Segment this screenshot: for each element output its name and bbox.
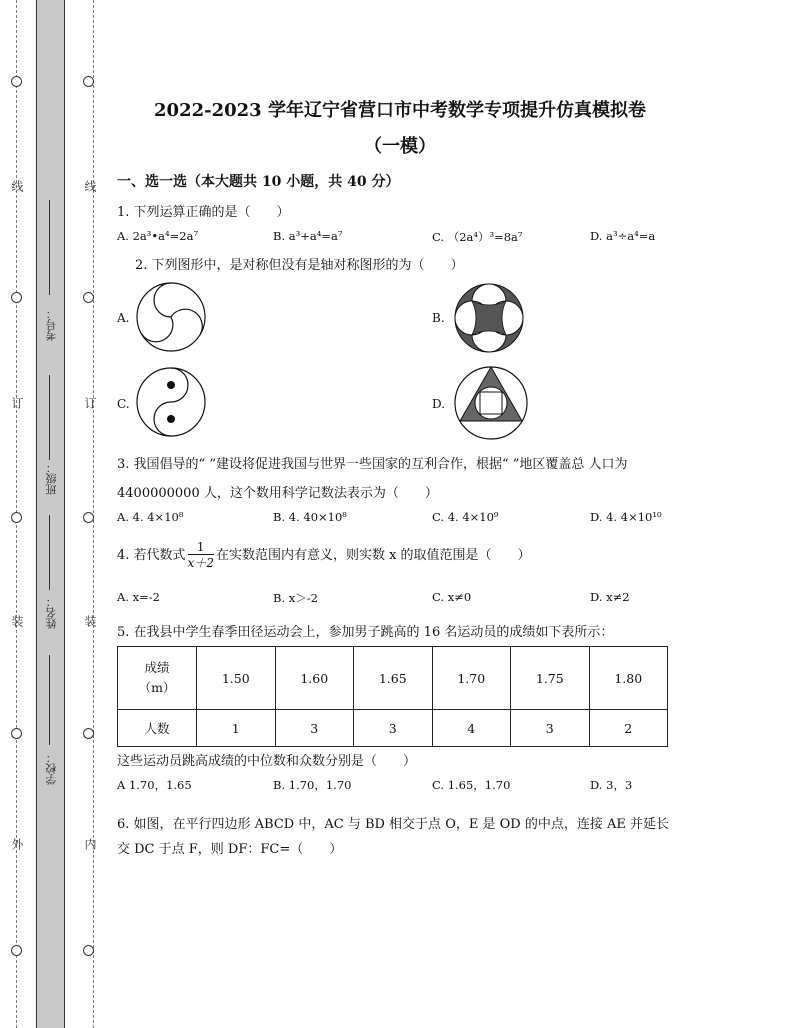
class-underline [49,375,50,460]
table-cell: 1.60 [275,647,354,710]
binding-hole [83,728,94,739]
table-cell: 3 [275,710,354,747]
q1-option-d: D. a³÷a⁴=a [590,229,656,243]
q4-option-d: D. x≠2 [590,590,630,604]
exam-title: 2022-2023 学年辽宁省营口市中考数学专项提升仿真模拟卷 [154,100,646,121]
table-cell: 1.70 [432,647,511,710]
q1-option-c: C. （2a⁴）³=8a⁷ [432,230,523,244]
name-underline [49,515,50,590]
figure-c-yin-yang [134,365,208,439]
name-label: 姓名： [45,596,58,629]
q3-option-c: C. 4. 4×10⁹ [432,510,499,524]
binding-hole [83,512,94,523]
table-row [118,710,668,747]
binding-hole [11,512,22,523]
inner-line-char: 线 [83,180,97,192]
q3-stem-line2: 4400000000 人，这个数用科学记数法表示为（ ） [117,486,438,501]
q4-fraction-denominator: x＋2 [187,556,214,570]
inner-inside-char: 内 [83,838,97,850]
outer-outside-char: 外 [10,838,24,850]
table-cell: 3 [511,710,590,747]
section-heading: 一、选一选（本大题共 10 小题，共 40 分） [117,174,400,190]
table-header-cell: 人数 [118,710,197,747]
q1-option-a: A. 2a³•a⁴=2a⁷ [117,229,199,243]
table-cell: 1.65 [354,647,433,710]
binding-hole [83,292,94,303]
score-label: 成绩 [144,660,170,675]
inner-bind-char: 装 [83,615,97,627]
binding-hole [11,292,22,303]
table-cell: 4 [432,710,511,747]
figure-a-triskelion [134,280,208,354]
table-cell: 1 [197,710,276,747]
figure-b-petals [452,281,526,355]
inner-order-char: 订 [83,397,97,409]
class-label: 班级： [45,462,58,495]
q3-option-d: D. 4. 4×10¹⁰ [590,510,662,524]
q4-option-b: B. x＞-2 [273,591,318,605]
q5-question: 这些运动员跳高成绩的中位数和众数分别是（ ） [117,754,417,769]
binding-hole [11,728,22,739]
binding-hole [83,945,94,956]
outer-line-char: 线 [10,180,24,192]
figure-d-triangle-square [452,364,530,442]
q6-stem-line1: 6. 如图，在平行四边形 ABCD 中，AC 与 BD 相交于点 O，E 是 OD 的中点，连接 AE 并延长 [117,817,669,832]
exam-number-label: 考号： [45,308,58,341]
q2-label-a: A. [117,311,130,325]
binding-info-band [36,0,65,1028]
table-cell: 3 [354,710,433,747]
q2-stem: 2. 下列图形中，是对称但没有是轴对称图形的为（ ） [135,258,464,273]
score-unit: （m） [138,680,176,695]
q3-option-a: A. 4. 4×10⁸ [117,510,184,524]
exam-number-underline [49,200,50,295]
table-cell: 1.80 [589,647,668,710]
q4-option-a: A. x=-2 [117,590,160,604]
table-row [118,647,668,710]
q5-option-d: D. 3，3 [590,778,633,792]
table-header-cell [118,647,197,710]
binding-hole [83,76,94,87]
outer-order-char: 订 [10,397,24,409]
q2-label-b: B. [432,311,445,325]
q1-stem: 1. 下列运算正确的是（ ） [117,205,290,220]
binding-hole [11,76,22,87]
q4-option-c: C. x≠0 [432,590,472,604]
q4-stem [117,536,531,576]
q5-score-table [117,646,668,747]
exam-subtitle: （一模） [364,136,436,157]
q4-fraction [188,540,214,571]
q5-option-c: C. 1.65，1.70 [432,778,511,792]
binding-hole [11,945,22,956]
q5-stem: 5. 在我县中学生春季田径运动会上，参加男子跳高的 16 名运动员的成绩如下表所示： [117,625,614,640]
q3-stem-line1: 3. 我国倡导的“ ”建设将促进我国与世界一些国家的互利合作，根据“ ”地区覆盖总 人口为 [117,457,628,472]
q3-option-b: B. 4. 40×10⁸ [273,510,347,524]
q5-option-a: A 1.70，1.65 [117,778,192,792]
q4-stem-prefix: 4. 若代数式 [117,548,186,563]
q2-label-c: C. [117,397,130,411]
q4-stem-suffix: 在实数范围内有意义，则实数 x 的取值范围是（ ） [215,548,531,563]
q1-option-b: B. a³+a⁴=a⁷ [273,229,343,243]
q2-label-d: D. [432,397,446,411]
table-cell: 1.75 [511,647,590,710]
school-label: 学校： [45,752,58,785]
table-cell: 1.50 [197,647,276,710]
outer-bind-char: 装 [10,615,24,627]
school-underline [49,655,50,745]
q6-stem-line2: 交 DC 于点 F，则 DF：FC=（ ） [117,842,343,857]
table-cell: 2 [589,710,668,747]
q5-option-b: B. 1.70，1.70 [273,778,352,792]
q4-fraction-numerator: 1 [188,540,214,555]
